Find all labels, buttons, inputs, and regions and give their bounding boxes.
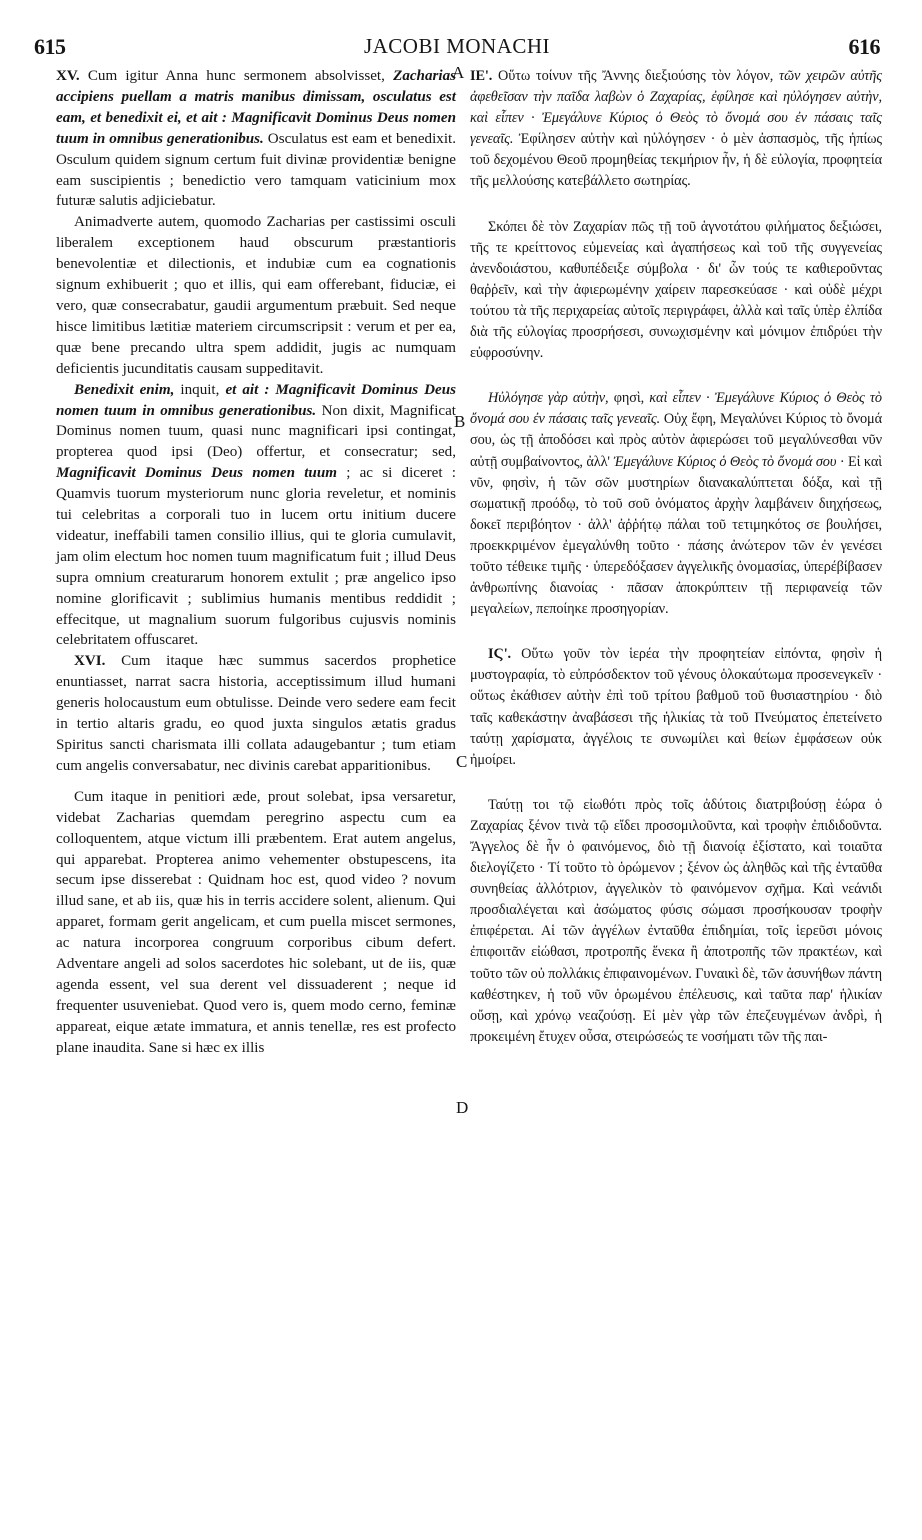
scripture-quote: Ἐμεγάλυνε Κύριος ὁ Θεὸς τὸ ὄνομά σου: [613, 453, 837, 470]
greek-paragraph: Σκόπει δὲ τὸν Ζαχαρίαν πῶς τῇ τοῦ ἁγνοτάτου φιλήματος δεξιώσει, τῆς τε κρείττονος εὐμενείας καὶ ἀγαπήσεως καὶ τοῦ τῆς συγγενείας ἀνενδοιάστου, καθυπέδειξε σύμβολα · δι' ὧν τούς τε καθιεροῦντας θαῤῥεῖν, καὶ τὴν ἀφιερωμένην χαίρειν παρεσκεύασε · καὶ οὐδὲ μέχρι τούτου τὰ τῆς περιχαρείας αὐτοῖς περιγράφει, ἀλλὰ καὶ ταῖς ὑπὲρ ἐλπίδα διὰ τῆς εὐλογίας προσρήσεσι, συνωχισμένην καὶ μόνιμον ἐπιδρύει τὴν εὐφροσύνην.: [470, 218, 882, 362]
scripture-quote: καὶ εἶπεν · Ἐμεγάλυνε Κύριος ὁ Θεὸς τὸ ὄνομά σου ἐν πάσαις ταῖς γενεαῖς.: [470, 390, 882, 428]
margin-marker-b: B: [454, 412, 466, 431]
scripture-quote: Benedixit enim,: [74, 381, 175, 398]
greek-section-15: ΙΕ'. Οὕτω τοίνυν τῆς Ἄννης διεξιούσης τὸν λόγον, τῶν χειρῶν αὐτῆς ἀφεθεῖσαν τὴν παῖδα λαβὼν ὁ Ζαχαρίας, ἐφίλησε καὶ ηὐλόγησεν αὐτὴν, καὶ εἶπεν · Ἐμεγάλυνε Κύριος ὁ Θεὸς τὸ ὄνομά σου ἐν πάσαις ταῖς γενεαῖς. Ἐφίλησεν αὐτὴν καὶ ηὐλόγησεν · ὁ μὲν ἀσπασμὸς, τῆς ἠπίως τοῦ δεχομένου Θεοῦ προμηθείας τεκμήριον ἦν, ἡ δὲ εὐλογία, προφητεία τῆς μελλούσης κατεβάλλετο σωτηρίας.: [470, 68, 883, 190]
scripture-quote: et ait : Magnificavit Dominus Deus nomen tuum in omnibus generationibus.: [56, 381, 457, 419]
section-number: ΙϚ'.: [488, 646, 512, 663]
scripture-quote: Zacharias accipiens puellam a matris manibus dimissam, osculatus est eam, et benedixit ei, et ait : Magnificavit Dominus Deus nomen tuum in omnibus generationibus.: [56, 68, 456, 147]
greek-paragraph: Ταύτῃ τοι τῷ εἰωθότι πρὸς τοῖς ἀδύτοις διατριβούσῃ ἑώρα ὁ Ζαχαρίας ξένον τινὰ τῷ εἴδει προσομιλοῦντα, καὶ τροφὴν ἐπιδιδοῦντα. Ἄγγελος δὲ ἦν ὁ φαινόμενος, διὸ τῇ διανοίᾳ ἐξίστατο, καὶ τοιαῦτα διελογίζετο · Τί τοῦτο τὸ ὁρώμενον ; ξένον ὡς ἀληθῶς καὶ τῆς ἐνταῦθα συνηθείας ἀλλότριον, ἀγγελικὸν τὸ φαινόμενον σχῆμα. Καὶ νεάνιδι προσδιαλέγεται καὶ ἀσώματος φύσις σώμασι προσήκουσαν τροφὴν ἐπιφέρεται. Αἱ τῶν ἀγγέλων ἐνταῦθα ἐπιδημίαι, τοῖς ἱερεῦσι μόνοις ἐπιφοιτᾶν εἰώθασι, προτροπῆς ἕνεκα ἢ ἀποτροπῆς τῶν πρακτέων, καὶ τοῦτο τῶν οὐ πολλάκις ἐπιφαινομένων. Γυναικὶ δὲ, τῶν ἀσυνήθων πάντη καθέστηκεν, ἡ τοῦ νῦν ὁρωμένου ἐπέλευσις, καὶ ταῦτα παρ' ἡλικίαν οὔσῃ, καὶ χρόνῳ νεαζούσῃ. Εἰ μὲν γὰρ τῶν ἐπεζευγμένων ἀνδρὶ, ἡ προκειμένη ἔτυχεν οὖσα, στειρώσεώς τε νοσήματι τῶν τῆς παι-: [470, 796, 882, 1045]
page-number-right: 616: [848, 34, 880, 59]
margin-marker-d: D: [456, 1098, 469, 1117]
scripture-quote: τῶν χειρῶν αὐτῆς ἀφεθεῖσαν τὴν παῖδα λαβὼν ὁ Ζαχαρίας, ἐφίλησε καὶ ηὐλόγησεν αὐτὴν, καὶ εἶπεν · Ἐμεγάλυνε Κύριος ὁ Θεὸς τὸ ὄνομά σου ἐν πάσαις ταῖς γενεαῖς.: [470, 68, 883, 148]
section-number: XVI.: [74, 653, 106, 670]
margin-marker-a: A: [452, 63, 465, 82]
page-number-left: 615: [34, 34, 66, 59]
scripture-quote: Magnificavit Dominus Deus nomen tuum: [56, 465, 337, 482]
scripture-quote: Ηὐλόγησε γὰρ αὐτὴν,: [488, 390, 609, 407]
latin-paragraph: Cum itaque in penitiori æde, prout solebat, ipsa versaretur, videbat Zacharias quemdam peregrino aspectu cum ea colloquentem, atque victum illi præbentem. Erat autem angelus, qui apparebat. Propterea animo vehementer obstupescens, ita secum ipse disserebat : Quidnam hoc est, quod video ? novum illud sane, et ab iis, quæ his in terris accidere solent, alienum. Qui apparet, formam gerit angelicam, et cum puella miscet sermones, ac natura incorporea congruum corporibus cibum defert. Adventare angeli ad solos sacerdotes hic solebant, ut de iis, quæ agenda essent, vel sua derent vel dissuaderent ; neque id frequenter usuveniebat. Quod vero is, quem modo cerno, feminæ appareat, eique ætate immatura, et annis tenellæ, res est profecto plane inaudita. Sane si hæc ex illis: [56, 788, 456, 1056]
latin-paragraph: Animadverte autem, quomodo Zacharias per castissimi osculi liberalem exceptionem haud obscurum præstantioris benevolentiæ et dilectionis, et indubiæ cum ea cognationis signum exhibuerit ; quo et illis, qui eam offerebant, fiduciæ, ei vero, quæ consecrabatur, gaudii argumentum præbuit. Sed neque hisce limitibus lætitiæ materiem circumscripsit : verum et per ea, quæ bene precando ultra spem addidit, jugis ac numquam deficientis jucunditatis causam suppeditavit.: [56, 214, 456, 377]
latin-column: [56, 66, 456, 1059]
margin-marker-c: C: [456, 752, 468, 771]
section-number: XV.: [56, 68, 80, 84]
greek-column: [470, 66, 882, 1048]
latin-section-16: XVI. Cum itaque hæc summus sacerdos prophetice enuntiasset, narrat sacra historia, acceptissimum illud humani generis holocaustum eum obtulisse. Deinde vero sedere eam fecit in tertio altaris gradu, eo quod juxta singulos ætatis gradus Spiritus sancti charismata illi collata adaugebantur ; tum etiam cum angelis conversabatur, nec divinis carebat apparitionibus.: [56, 653, 456, 774]
latin-paragraph: Benedixit enim, inquit, et ait : Magnificavit Dominus Deus nomen tuum in omnibus generationibus. Non dixit, Magnificat Dominus nomen tuum, quasi nunc magnificari ipsi contingat, propterea quod ipsi (Deo) offertur, et consecratur; sed, Magnificavit Dominus Deus nomen tuum ; ac si diceret : Quamvis tuorum mysteriorum nunc gloria reveletur, et nominis tui celebritas a corporali tuo in lucem ortu initium ducere videatur, ineffabili tamen consilio illius, qui te gloria cumulavit, jam olim electum hoc nomen tuum magnificatum fuit ; illud Deus supra omnium creaturarum honorem extulit ; præ angelico ipso nomine glorificavit ; sublimius humanis mentibus reddidit ; effecitque, ut magnalium suorum fulgoribus cujusvis nominis celebritatem offuscaret.: [56, 381, 457, 649]
greek-section-16: ΙϚ'. Οὕτω γοῦν τὸν ἱερέα τὴν προφητείαν εἰπόντα, φησὶν ἡ μυστογραφία, τὸ εὐπρόσδεκτον τοῦ γένους ὁλοκαύτωμα προσενεγκεῖν · οὕτως ἐκάθισεν αὐτὴν ἐπὶ τοῦ τρίτου βαθμοῦ τοῦ θυσιαστηρίου · διὸ ταῖς καθεκάστην ἀναβάσεσι τῆς ἡλικίας τὰ τοῦ Πνεύματος ἐπετείνετο ταύτῃ χαρίσματα, ἀγγέλοις τε συνωμίλει καὶ θείων ἐμφάσεων οὐκ ἠμοίρει.: [470, 646, 882, 768]
section-number: ΙΕ'.: [470, 68, 493, 84]
running-header: [34, 34, 880, 66]
running-title: JACOBI MONACHI: [363, 34, 551, 58]
greek-paragraph: Ηὐλόγησε γὰρ αὐτὴν, φησὶ, καὶ εἶπεν · Ἐμεγάλυνε Κύριος ὁ Θεὸς τὸ ὄνομά σου ἐν πάσαις ταῖς γενεαῖς. Οὐχ ἔφη, Μεγαλύνει Κύριος τὸ ὄνομά σου, ὡς τῇ ἀποδόσει καὶ πρὸς αὐτὸν ἀφιερώσει τοῦ μεγαλύνεσθαι νῦν αὐτῇ συμβαίνοντος, ἀλλ' Ἐμεγάλυνε Κύριος ὁ Θεὸς τὸ ὄνομά σου · Εἰ καὶ νῦν, φησὶν, ἡ τῶν σῶν μυστηρίων διανακαλύπτεται δόξα, καὶ τῇ σωματικῇ προόδῳ, τὸ τοῦ σοῦ ὀνόματος ἀρχὴν λαμβάνειν διηχήσεως, δοκεῖ περιβόητον · ἀλλ' ἀῤῥήτῳ πάλαι τοῦ τετιμηκότος σε βουλήσει, προεκκριμένον ἐμεγαλύνθη τοῦτο · πάσης ἀνώτερον τῶν ἐν γενέσει τοῦτο τέθεικε τιμῆς · ὑπερεδόξασεν ἀγγελικῆς ὀνομασίας, ὑπερέβίβασεν ἀνθρωπίνης διανοίας · πᾶσαν ἀποκρύπτειν τῇ περιφανείᾳ τῶν μεγαλείων, πεποίηκε προσηγορίαν.: [470, 390, 882, 618]
latin-section-15: XV. Cum igitur Anna hunc sermonem absolvisset, Zacharias accipiens puellam a matris manibus dimissam, osculatus est eam, et benedixit ei, et ait : Magnificavit Dominus Deus nomen tuum in omnibus generationibus. Osculatus est eam et benedixit. Osculum quidem signum certum fuit divinæ providentiæ benigne eam suscipientis ; benedictio vero tamquam vaticinium mox futuræ salutis adjiciebatur.: [56, 68, 456, 210]
